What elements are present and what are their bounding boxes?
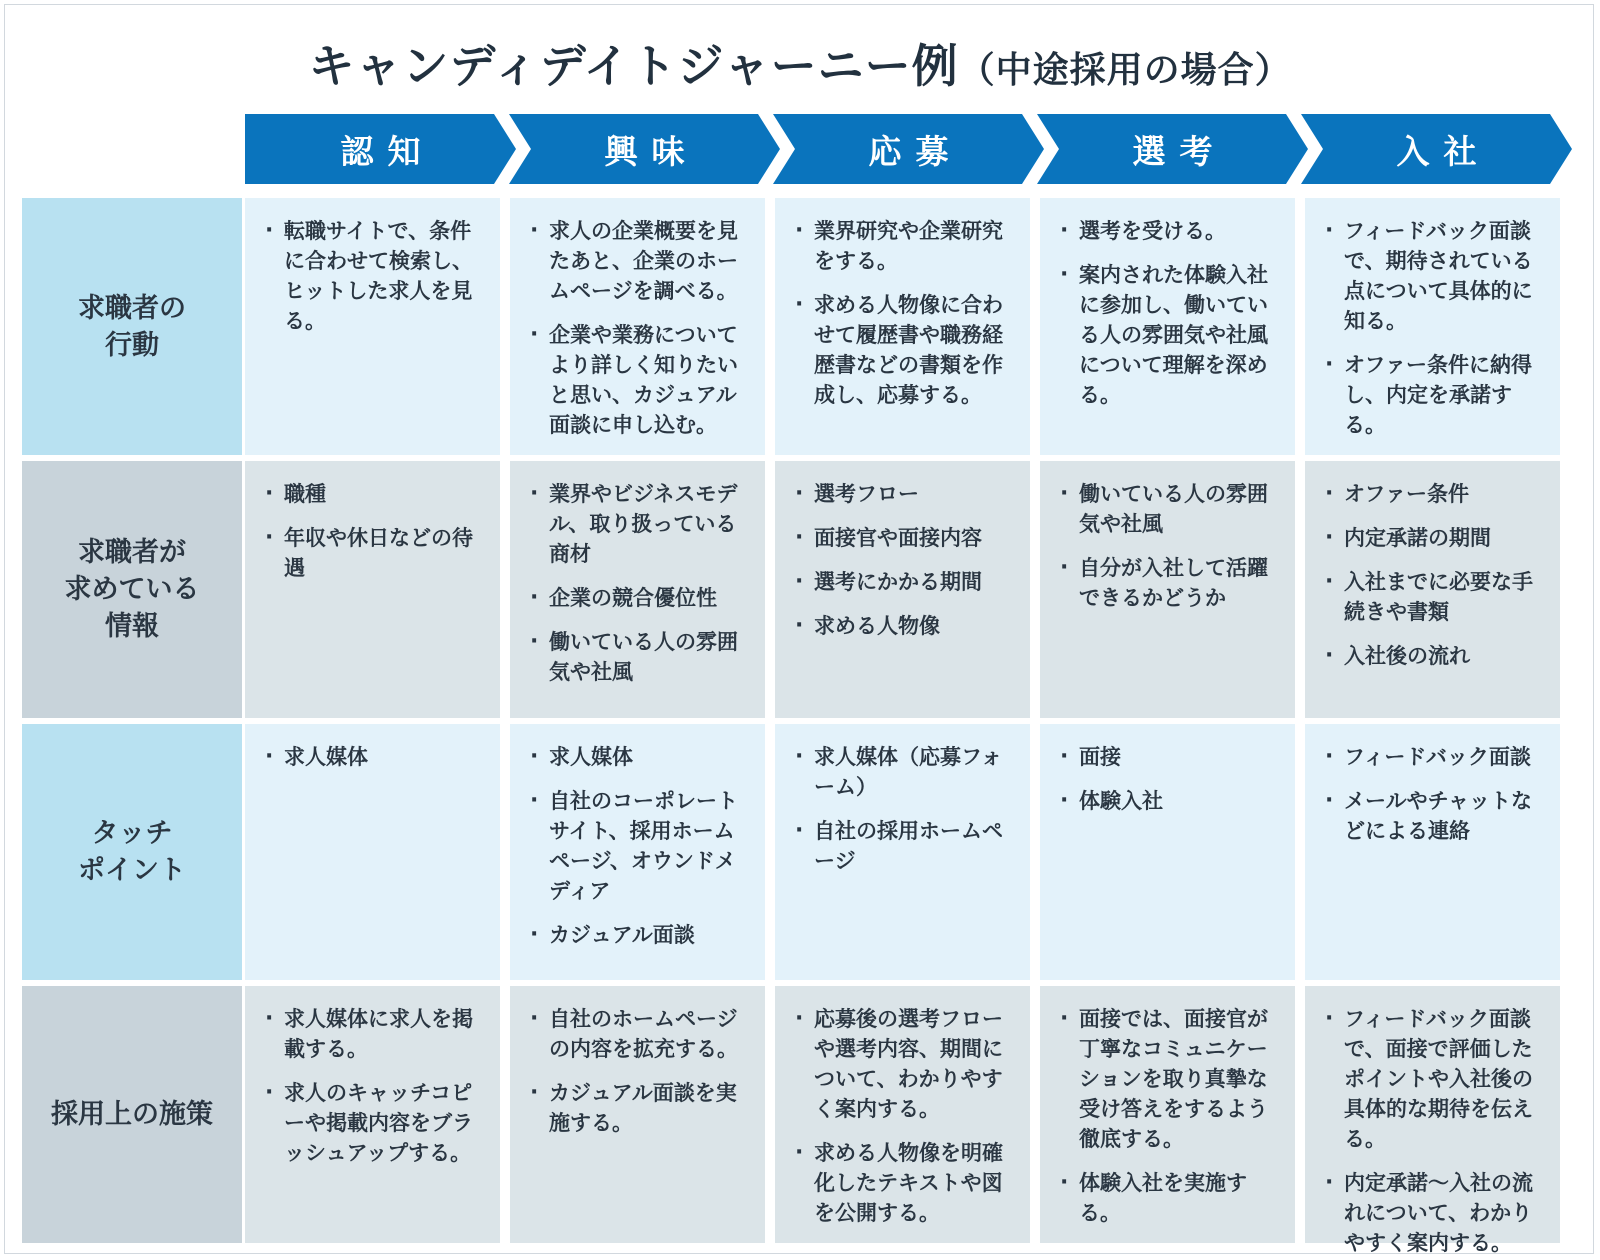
bullet-item: · 面接では、面接官が丁寧なコミュニケーションを取り真摯な受け答えをするよう徹底する。: [1060, 1004, 1283, 1154]
bullet-item: · 選考フロー: [795, 479, 1018, 509]
table-cell: [510, 461, 765, 718]
bullet-item: · オファー条件: [1325, 479, 1548, 509]
stage-label: 興味: [604, 131, 699, 171]
stage-label: 選考: [1132, 131, 1227, 171]
diagram-title: [0, 30, 1600, 96]
bullet-item: · 求人媒体: [265, 742, 488, 772]
bullet-item: · 自社のホームページの内容を拡充する。: [530, 1004, 753, 1064]
bullet-list: [1060, 479, 1283, 613]
bullet-item: · 求める人物像に合わせて履歴書や職務経歴書などの書類を作成し、応募する。: [795, 290, 1018, 410]
bullet-list: [530, 1004, 753, 1138]
table-cell: [775, 461, 1030, 718]
table-cell: [1305, 724, 1560, 980]
bullet-list: [265, 742, 488, 772]
bullet-list: [265, 1004, 488, 1168]
bullet-list: [530, 216, 753, 440]
table-cell: [775, 724, 1030, 980]
bullet-list: [530, 479, 753, 687]
row-header: [22, 198, 242, 455]
table-cell: [775, 986, 1030, 1243]
row-header: [22, 986, 242, 1243]
bullet-item: · 応募後の選考フローや選考内容、期間について、わかりやすく案内する。: [795, 1004, 1018, 1124]
stage-arrow-3: [773, 114, 1044, 184]
bullet-item: · 自社の採用ホームページ: [795, 816, 1018, 876]
bullet-list: [1325, 479, 1548, 671]
bullet-item: · 転職サイトで、条件に合わせて検索し、ヒットした求人を見る。: [265, 216, 488, 336]
bullet-item: · 自分が入社して活躍できるかどうか: [1060, 553, 1283, 613]
bullet-item: · 案内された体験入社に参加し、働いている人の雰囲気や社風について理解を深める。: [1060, 260, 1283, 410]
bullet-item: · 業界やビジネスモデル、取り扱っている商材: [530, 479, 753, 569]
table-cell: [1040, 986, 1295, 1243]
bullet-list: [1060, 742, 1283, 816]
bullet-item: · 内定承諾〜入社の流れについて、わかりやすく案内する。: [1325, 1168, 1548, 1258]
table-cell: [510, 724, 765, 980]
bullet-item: · 面接: [1060, 742, 1283, 772]
bullet-item: · 求人の企業概要を見たあと、企業のホームページを調べる。: [530, 216, 753, 306]
row-header-label: 求職者の 行動: [78, 292, 186, 361]
row-header-label: 求職者が 求めている 情報: [64, 537, 200, 642]
bullet-item: · 業界研究や企業研究をする。: [795, 216, 1018, 276]
title-sub: （中途採用の場合）: [958, 50, 1292, 91]
stage-arrow-4: [1037, 114, 1308, 184]
stage-label: 応募: [868, 131, 963, 171]
bullet-list: [1325, 742, 1548, 846]
table-cell: [510, 986, 765, 1243]
bullet-item: · メールやチャットなどによる連絡: [1325, 786, 1548, 846]
bullet-item: · 求人媒体に求人を掲載する。: [265, 1004, 488, 1064]
bullet-list: [1325, 216, 1548, 440]
table-cell: [1040, 198, 1295, 455]
row-header: [22, 724, 242, 980]
bullet-list: [795, 1004, 1018, 1228]
bullet-item: · 選考を受ける。: [1060, 216, 1283, 246]
bullet-list: [795, 742, 1018, 876]
bullet-list: [530, 742, 753, 950]
table-cell: [1305, 198, 1560, 455]
bullet-item: · カジュアル面談: [530, 920, 753, 950]
row-header: [22, 461, 242, 718]
bullet-item: · オファー条件に納得し、内定を承諾する。: [1325, 350, 1548, 440]
bullet-item: · 選考にかかる期間: [795, 567, 1018, 597]
table-cell: [1305, 986, 1560, 1255]
table-cell: [245, 986, 500, 1243]
bullet-item: · 働いている人の雰囲気や社風: [1060, 479, 1283, 539]
bullet-item: · 求人媒体: [530, 742, 753, 772]
stage-arrow-2: [509, 114, 780, 184]
stage-arrow-5: [1301, 114, 1572, 184]
table-cell: [245, 198, 500, 455]
bullet-list: [265, 216, 488, 336]
stage-arrow-1: [245, 114, 516, 184]
bullet-item: · 入社までに必要な手続きや書類: [1325, 567, 1548, 627]
table-cell: [245, 461, 500, 718]
table-cell: [510, 198, 765, 455]
bullet-list: [795, 479, 1018, 641]
bullet-item: · フィードバック面談で、期待されている点について具体的に知る。: [1325, 216, 1548, 336]
bullet-list: [265, 479, 488, 583]
title-main: キャンディデイトジャーニー例: [308, 39, 959, 93]
bullet-item: · 面接官や面接内容: [795, 523, 1018, 553]
table-cell: [1040, 724, 1295, 980]
bullet-item: · 自社のコーポレートサイト、採用ホームページ、オウンドメディア: [530, 786, 753, 906]
bullet-list: [795, 216, 1018, 410]
bullet-list: [1060, 1004, 1283, 1228]
bullet-item: · 職種: [265, 479, 488, 509]
row-header-label: タッチ ポイント: [78, 818, 186, 886]
bullet-item: · 求める人物像: [795, 611, 1018, 641]
bullet-item: · 内定承諾の期間: [1325, 523, 1548, 553]
bullet-item: · 企業や業務についてより詳しく知りたいと思い、カジュアル面談に申し込む。: [530, 320, 753, 440]
bullet-item: · 求人媒体（応募フォーム）: [795, 742, 1018, 802]
stage-label: 認知: [340, 131, 435, 171]
table-cell: [775, 198, 1030, 455]
stage-label: 入社: [1396, 131, 1491, 171]
row-header-label: 採用上の施策: [51, 1099, 213, 1130]
bullet-list: [1325, 1004, 1548, 1258]
bullet-item: · 体験入社: [1060, 786, 1283, 816]
table-cell: [1305, 461, 1560, 718]
bullet-item: · 体験入社を実施する。: [1060, 1168, 1283, 1228]
bullet-item: · カジュアル面談を実施する。: [530, 1078, 753, 1138]
bullet-item: · 求める人物像を明確化したテキストや図を公開する。: [795, 1138, 1018, 1228]
bullet-item: · 求人のキャッチコピーや掲載内容をブラッシュアップする。: [265, 1078, 488, 1168]
bullet-item: · 年収や休日などの待遇: [265, 523, 488, 583]
table-cell: [245, 724, 500, 980]
bullet-item: · フィードバック面談で、面接で評価したポイントや入社後の具体的な期待を伝える。: [1325, 1004, 1548, 1154]
table-cell: [1040, 461, 1295, 718]
bullet-item: · 働いている人の雰囲気や社風: [530, 627, 753, 687]
bullet-list: [1060, 216, 1283, 410]
bullet-item: · フィードバック面談: [1325, 742, 1548, 772]
bullet-item: · 入社後の流れ: [1325, 641, 1548, 671]
bullet-item: · 企業の競合優位性: [530, 583, 753, 613]
